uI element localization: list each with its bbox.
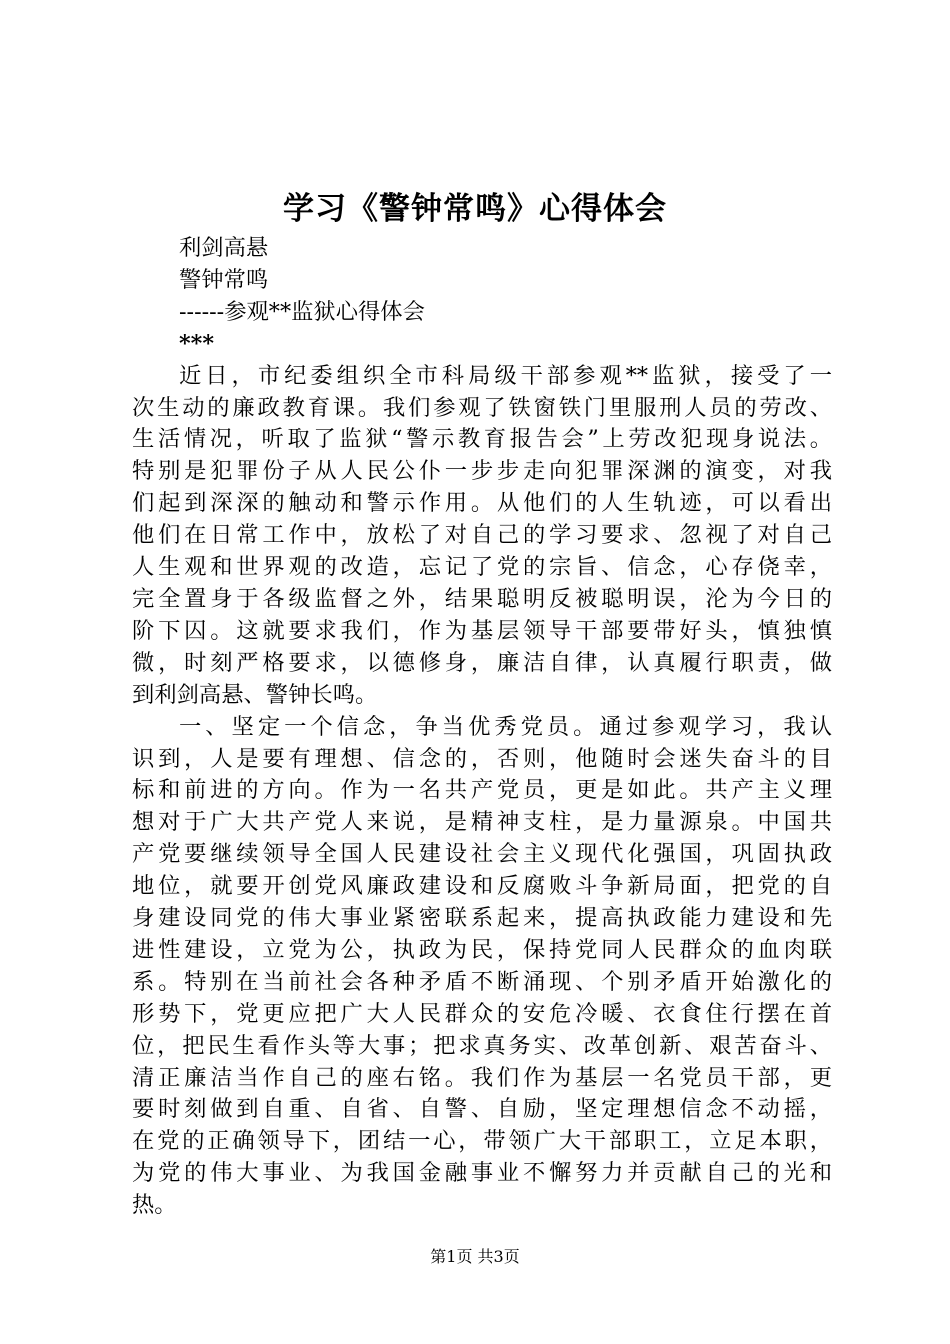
paragraph-2-line: 一、坚定一个信念，争当优秀党员。通过参观学习，我认 xyxy=(179,713,832,740)
paragraph-2-line: 热。 xyxy=(132,1192,177,1219)
paragraph-1-line: 到利剑高悬、警钟长鸣。 xyxy=(132,681,378,708)
paragraph-2-line: 位，把民生看作头等大事；把求真务实、改革创新、艰苦奋斗、 xyxy=(132,1032,832,1059)
paragraph-1-line: 们起到深深的触动和警示作用。从他们的人生轨迹，可以看出 xyxy=(132,490,832,517)
paragraph-1-line: 他们在日常工作中，放松了对自己的学习要求、忽视了对自己 xyxy=(132,522,832,549)
paragraph-1-line: 阶下囚。这就要求我们，作为基层领导干部要带好头，慎独慎 xyxy=(132,617,832,644)
paragraph-1-line: 特别是犯罪份子从人民公仆一步步走向犯罪深渊的演变，对我 xyxy=(132,458,832,485)
paragraph-2-line: 在党的正确领导下，团结一心，带领广大干部职工，立足本职， xyxy=(132,1128,832,1155)
paragraph-2-line: 标和前进的方向。作为一名共产党员，更是如此。共产主义理 xyxy=(132,777,832,804)
paragraph-2-line: 系。特别在当前社会各种矛盾不断涌现、个别矛盾开始激化的 xyxy=(132,968,832,995)
paragraph-1-line: 微，时刻严格要求，以德修身，廉洁自律，认真履行职责，做 xyxy=(132,649,832,676)
paragraph-1-line: 人生观和世界观的改造，忘记了党的宗旨、信念，心存侥幸， xyxy=(132,554,832,581)
paragraph-1-line: 次生动的廉政教育课。我们参观了铁窗铁门里服刑人员的劳改、 xyxy=(132,394,832,421)
paragraph-2-line: 产党要继续领导全国人民建设社会主义现代化强国，巩固执政 xyxy=(132,841,832,868)
page-footer: 第1页 共3页 xyxy=(430,1247,520,1266)
paragraph-2-line: 清正廉洁当作自己的座右铭。我们作为基层一名党员干部，更 xyxy=(132,1064,832,1091)
paragraph-2-line: 想对于广大共产党人来说，是精神支柱，是力量源泉。中国共 xyxy=(132,809,832,836)
paragraph-2-line: 地位，就要开创党风廉政建设和反腐败斗争新局面，把党的自 xyxy=(132,873,832,900)
paragraph-2-line: 识到，人是要有理想、信念的，否则，他随时会迷失奋斗的目 xyxy=(132,745,832,772)
document-title: 学习《警钟常鸣》心得体会 xyxy=(283,191,667,227)
subtitle-line: 利剑高悬 xyxy=(179,235,269,261)
subtitle-line: ------参观**监狱心得体会 xyxy=(179,298,425,325)
paragraph-2-line: 进性建设，立党为公，执政为民，保持党同人民群众的血肉联 xyxy=(132,936,832,963)
paragraph-1-line: 完全置身于各级监督之外，结果聪明反被聪明误，沦为今日的 xyxy=(132,585,832,612)
paragraph-2-line: 要时刻做到自重、自省、自警、自励，坚定理想信念不动摇， xyxy=(132,1096,832,1123)
paragraph-2-line: 为党的伟大事业、为我国金融事业不懈努力并贡献自己的光和 xyxy=(132,1160,832,1187)
document-body xyxy=(132,233,832,1222)
paragraph-1-line: 近日，市纪委组织全市科局级干部参观**监狱，接受了一 xyxy=(179,362,832,389)
subtitle-line: 警钟常鸣 xyxy=(179,266,269,293)
author-line: *** xyxy=(179,330,214,357)
paragraph-1-line: 生活情况，听取了监狱“警示教育报告会”上劳改犯现身说法。 xyxy=(132,426,832,453)
paragraph-2-line: 形势下，党更应把广大人民群众的安危冷暖、衣食住行摆在首 xyxy=(132,1000,832,1027)
paragraph-2-line: 身建设同党的伟大事业紧密联系起来，提高执政能力建设和先 xyxy=(132,905,832,932)
